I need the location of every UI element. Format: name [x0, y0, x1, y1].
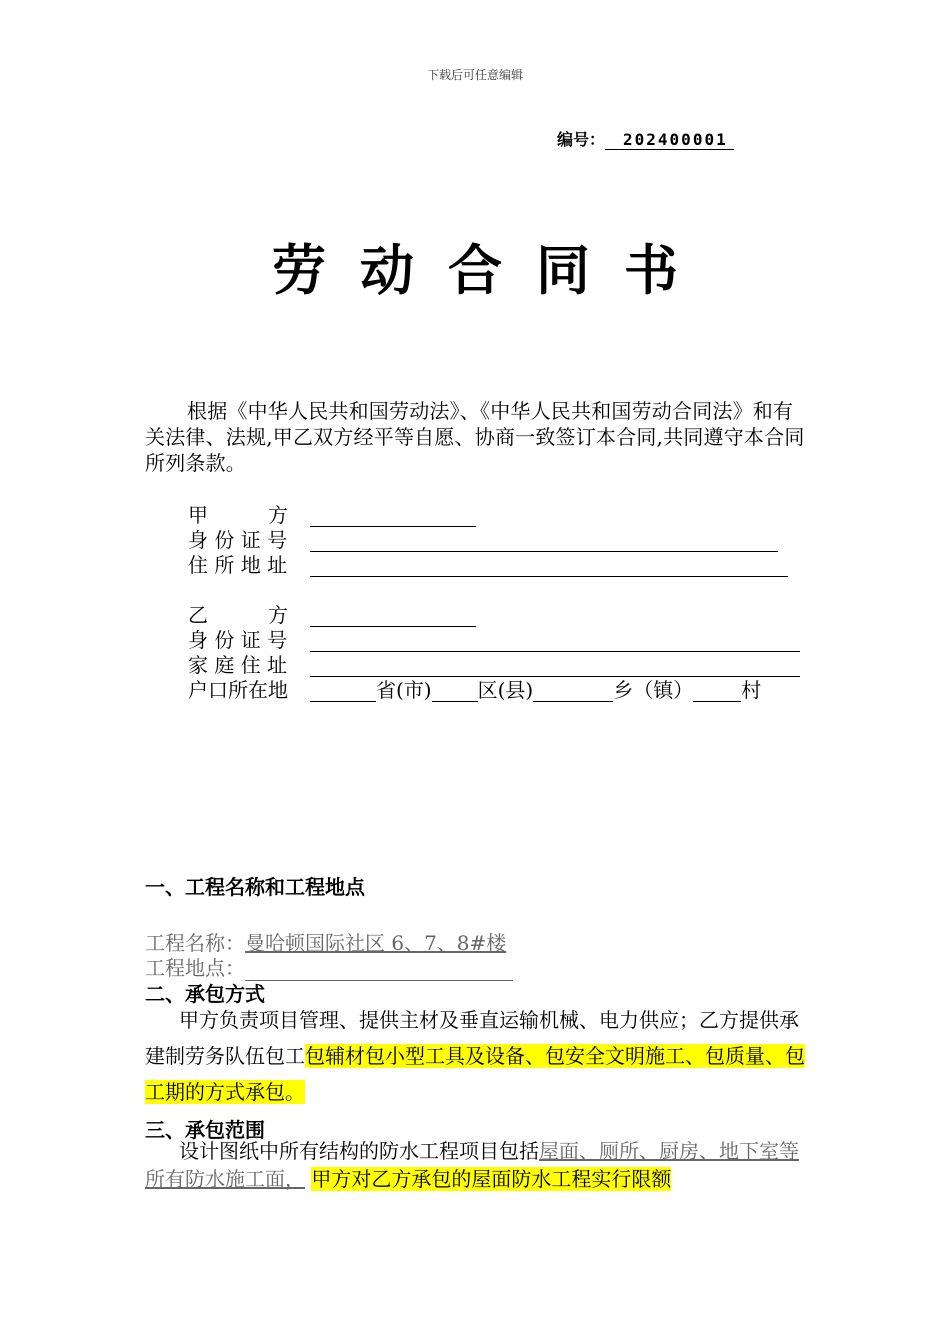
party-b-home-field [188, 653, 800, 677]
party-b-hukou-label: 户口所在地 [188, 678, 288, 702]
section-3-underline: 屋面、厕所、厨房、地下室等所有防水施工面， [145, 1139, 799, 1191]
section-2-text [145, 1002, 807, 1110]
section-3-highlight: 甲方对乙方承包的屋面防水工程实行限额 [311, 1167, 672, 1191]
project-location-line [145, 952, 513, 981]
section-2-highlight: 包辅材包小型工具及设备、包安全文明施工、包质量、包工期的方式承包。 [145, 1044, 805, 1104]
hukou-district-blank [432, 681, 478, 702]
party-a-address-field [188, 553, 788, 577]
hukou-town-blank [533, 681, 613, 702]
party-a-field [188, 503, 476, 527]
section-1-heading: 一、工程名称和工程地点 [145, 875, 365, 899]
party-a-address-label: 住 所 地 址 [188, 553, 288, 577]
party-b-home-blank [310, 656, 800, 677]
section-3-text [145, 1137, 807, 1193]
party-b-blank [310, 606, 476, 627]
document-title: 劳动合同书 [272, 239, 712, 302]
project-location-label: 工程地点： [145, 956, 245, 980]
hukou-province-unit: 省(市) [376, 678, 432, 702]
document-number-label: 编号： [557, 130, 606, 149]
party-b-hukou-field [188, 678, 761, 702]
project-name-label: 工程名称： [145, 931, 245, 955]
intro-paragraph: 根据《中华人民共和国劳动法》、《中华人民共和国劳动合同法》和有关法律、法规,甲乙双方经平等自愿、协商一致签订本合同,共同遵守本合同所列条款。 [145, 399, 805, 475]
hukou-town-unit: 乡（镇） [613, 678, 694, 702]
hukou-province-blank [310, 681, 376, 702]
party-b-home-label: 家 庭 住 址 [188, 653, 288, 677]
section-3-plain: 设计图纸中所有结构的防水工程项目包括 [179, 1139, 539, 1163]
party-b-field [188, 603, 476, 627]
party-b-id-field [188, 628, 800, 652]
party-a-id-field [188, 528, 778, 552]
party-a-label: 甲 方 [188, 503, 288, 527]
section-3-heading: 三、承包范围 [145, 1118, 265, 1142]
hukou-village-unit: 村 [741, 678, 762, 702]
party-b-id-label: 身 份 证 号 [188, 628, 288, 652]
document-number [557, 127, 734, 150]
header-note: 下载后可任意编辑 [426, 68, 523, 82]
party-b-id-blank [310, 631, 800, 652]
hukou-village-blank [693, 681, 741, 702]
party-a-id-label: 身 份 证 号 [188, 528, 288, 552]
hukou-district-unit: 区(县) [477, 678, 534, 702]
section-2-heading: 二、承包方式 [145, 982, 265, 1006]
project-location-blank [245, 960, 513, 981]
party-a-address-blank [310, 556, 788, 577]
document-number-value: 202400001 [605, 130, 734, 150]
party-b-label: 乙 方 [188, 603, 288, 627]
project-name-value: 曼哈顿国际社区 6、7、8#楼 [245, 931, 507, 955]
section-2-plain: 甲方负责项目管理、提供主材及垂直运输机械、电力供应；乙方提供承建制劳务队伍包工 [145, 1008, 799, 1068]
party-a-id-blank [310, 531, 778, 552]
party-a-blank [310, 506, 476, 527]
